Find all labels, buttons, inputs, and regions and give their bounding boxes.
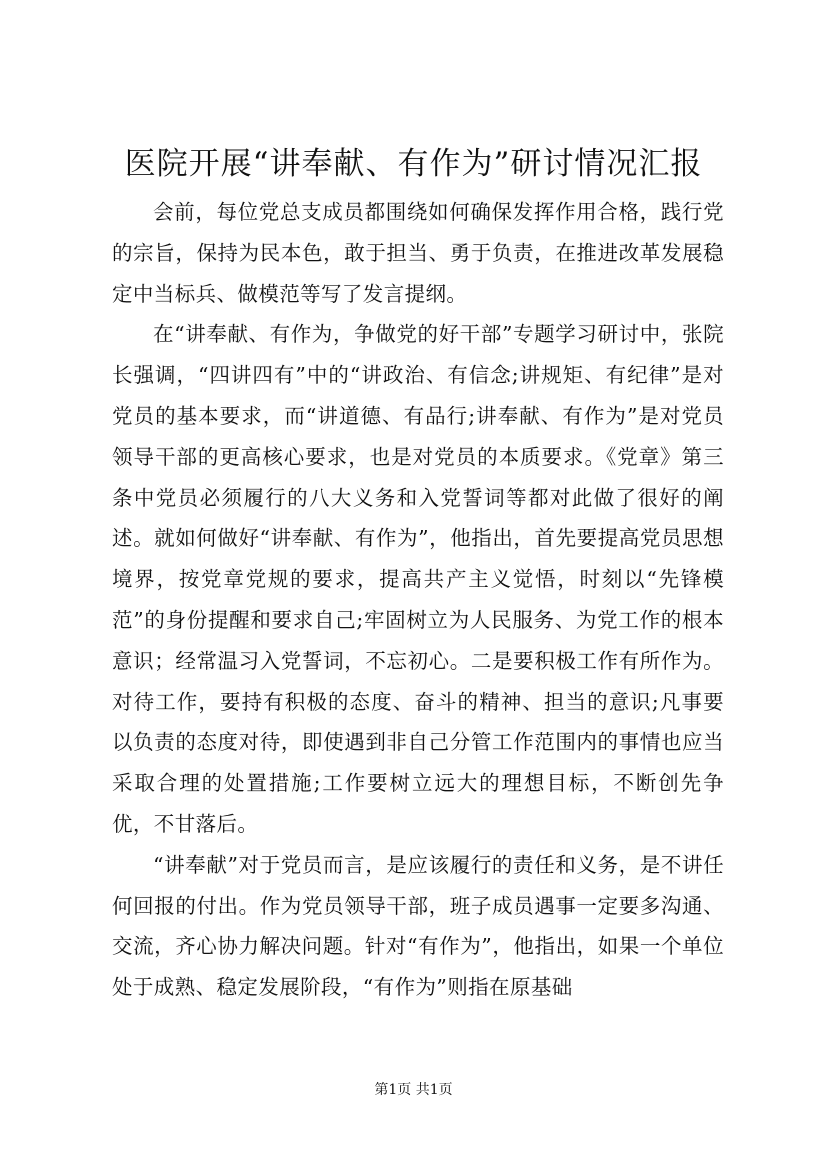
paragraph: 在“讲奉献、有作为，争做党的好干部”专题学习研讨中，张院长强调，“四讲四有”中的“讲政治、有信念;讲规矩、有纪律”是对党员的基本要求，而“讲道德、有品行;讲奉献、有作为”是对党员领导干部的更高核心要求，也是对党员的本质要求。《党章》第三条中党员必须履行的八大义务和入党誓词等都对此做了很好的阐述。就如何做好“讲奉献、有作为”，他指出，首先要提高党员思想境界，按党章党规的要求，提高共产主义觉悟，时刻以“先锋模范”的身份提醒和要求自己;牢固树立为人民服务、为党工作的根本意识；经常温习入党誓词，不忘初心。二是要积极工作有所作为。对待工作，要持有积极的态度、奋斗的精神、担当的意识;凡事要以负责的态度对待，即使遇到非自己分管工作范围内的事情也应当采取合理的处置措施;工作要树立远大的理想目标，不断创先争优，不甘落后。 bbox=[112, 322, 724, 836]
paragraph: 会前，每位党总支成员都围绕如何确保发挥作用合格，践行党的宗旨，保持为民本色，敢于担当、勇于负责，在推进改革发展稳定中当标兵、做模范等写了发言提纲。 bbox=[112, 200, 724, 306]
paragraph: “讲奉献”对于党员而言，是应该履行的责任和义务，是不讲任何回报的付出。作为党员领导干部，班子成员遇事一定要多沟通、交流，齐心协力解决问题。针对“有作为”，他指出，如果一个单位处于成熟、稳定发展阶段，“有作为”则指在原基础 bbox=[112, 852, 724, 1000]
document-title: 医院开展“讲奉献、有作为”研讨情况汇报 bbox=[124, 146, 703, 182]
document-body bbox=[112, 192, 724, 1008]
page-number-label: 第1页 共1页 bbox=[374, 1082, 453, 1098]
page-footer bbox=[0, 1080, 827, 1100]
